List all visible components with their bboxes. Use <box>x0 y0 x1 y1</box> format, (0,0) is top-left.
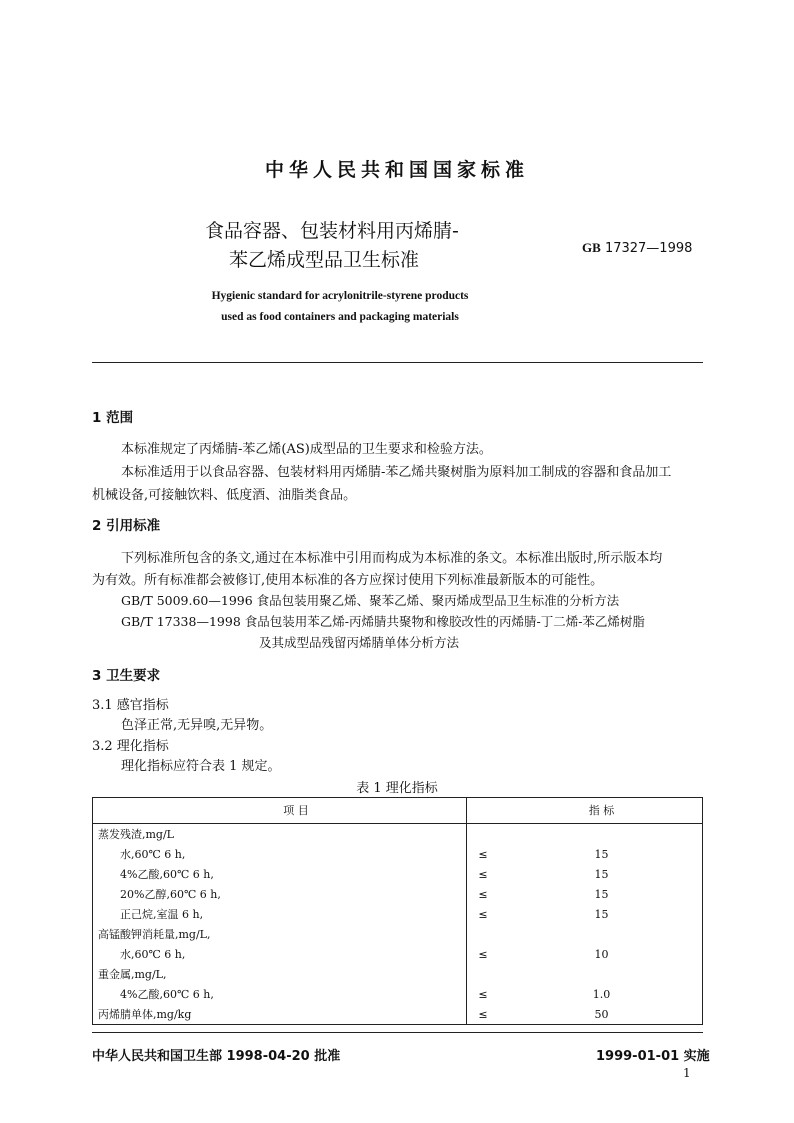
row-value: 10 <box>594 947 609 961</box>
row-item: 水,60℃ 6 h, <box>120 948 186 961</box>
standard-number <box>582 240 692 256</box>
section-3-heading: 3 卫生要求 <box>92 668 161 684</box>
section-2-para-1a: 下列标准所包含的条文,通过在本标准中引用而构成为本标准的条文。本标准出版时,所示版本均 <box>121 551 663 566</box>
page-number: 1 <box>683 1066 691 1080</box>
title-cn-line-2: 苯乙烯成型品卫生标准 <box>229 249 420 271</box>
physicochemical-table <box>92 797 703 1024</box>
row-comparator: ≤ <box>478 847 488 861</box>
table-row <box>92 964 703 984</box>
row-item: 4%乙酸,60℃ 6 h, <box>120 868 214 881</box>
row-comparator: ≤ <box>478 947 488 961</box>
section-1-para-1: 本标准规定了丙烯腈-苯乙烯(AS)成型品的卫生要求和检验方法。 <box>121 442 492 457</box>
row-item: 水,60℃ 6 h, <box>120 848 186 861</box>
row-value: 15 <box>594 847 609 861</box>
column-header-item: 项 目 <box>92 797 500 824</box>
reference-1: GB/T 5009.60—1996 食品包装用聚乙烯、聚苯乙烯、聚丙烯成型品卫生标准的分析方法 <box>121 593 620 608</box>
table-row <box>92 824 703 845</box>
title-en-line-2: used as food containers and packaging materials <box>221 311 459 323</box>
row-value <box>500 824 703 845</box>
row-item: 20%乙醇,60℃ 6 h, <box>120 888 221 901</box>
table-row <box>92 844 703 864</box>
row-value: 50 <box>594 1007 609 1021</box>
row-item: 正己烷,室温 6 h, <box>120 908 204 921</box>
row-comparator <box>466 924 500 944</box>
national-standard-header: 中华人民共和国国家标准 <box>264 159 529 181</box>
title-en-line-1: Hygienic standard for acrylonitrile-styrene products <box>211 290 469 302</box>
row-item: 丙烯腈单体,mg/kg <box>98 1008 192 1021</box>
row-value: 15 <box>594 887 609 901</box>
row-comparator: ≤ <box>478 867 488 881</box>
row-item: 重金属,mg/L, <box>98 968 167 981</box>
section-3-1-heading: 3.1 感官指标 <box>92 698 169 713</box>
row-comparator: ≤ <box>478 887 488 901</box>
row-value: 15 <box>594 867 609 881</box>
row-comparator: ≤ <box>478 1007 488 1021</box>
section-1-heading: 1 范围 <box>92 410 134 426</box>
row-value <box>500 924 703 944</box>
section-1-para-2a: 本标准适用于以食品容器、包装材料用丙烯腈-苯乙烯共聚树脂为原料加工制成的容器和食品加工 <box>121 465 672 480</box>
implementation-date: 1999-01-01 实施 <box>596 1049 710 1064</box>
table-column-divider <box>466 797 467 1025</box>
table-row <box>92 924 703 944</box>
title-cn-line-1: 食品容器、包装材料用丙烯腈- <box>205 220 459 242</box>
section-3-2-heading: 3.2 理化指标 <box>92 739 169 754</box>
section-3-1-text: 色泽正常,无异嗅,无异物。 <box>121 718 273 733</box>
standard-code: 17327—1998 <box>604 241 693 256</box>
table-row <box>92 884 703 904</box>
standard-prefix: GB <box>582 240 601 255</box>
header-divider <box>92 362 703 363</box>
table-header-row <box>92 797 703 824</box>
table-row <box>92 944 703 964</box>
footer-divider <box>92 1032 703 1033</box>
row-item: 4%乙酸,60℃ 6 h, <box>120 988 214 1001</box>
reference-2b: 及其成型品残留丙烯腈单体分析方法 <box>259 635 460 650</box>
row-comparator: ≤ <box>478 907 488 921</box>
row-item: 高锰酸钾消耗量,mg/L, <box>98 928 211 941</box>
table-row <box>92 1004 703 1024</box>
table-caption: 表 1 理化指标 <box>356 781 438 796</box>
table-row <box>92 864 703 884</box>
row-value <box>500 964 703 984</box>
section-1-para-2b: 机械设备,可接触饮料、低度酒、油脂类食品。 <box>92 488 357 503</box>
row-value: 1.0 <box>592 987 611 1001</box>
section-2-heading: 2 引用标准 <box>92 518 161 534</box>
reference-2a: GB/T 17338—1998 食品包装用苯乙烯-丙烯腈共聚物和橡胶改性的丙烯腈-丁二烯-苯乙烯树脂 <box>121 614 645 629</box>
row-comparator <box>466 824 500 845</box>
row-value: 15 <box>594 907 609 921</box>
table-row <box>92 984 703 1004</box>
row-comparator: ≤ <box>478 987 488 1001</box>
approval-note: 中华人民共和国卫生部 1998-04-20 批准 <box>92 1049 341 1064</box>
column-header-index: 指 标 <box>500 797 703 824</box>
row-item: 蒸发残渣,mg/L <box>98 828 174 841</box>
section-3-2-text: 理化指标应符合表 1 规定。 <box>121 759 281 774</box>
table-row <box>92 904 703 924</box>
row-comparator <box>466 964 500 984</box>
section-2-para-1b: 为有效。所有标准都会被修订,使用本标准的各方应探讨使用下列标准最新版本的可能性。 <box>92 573 604 588</box>
